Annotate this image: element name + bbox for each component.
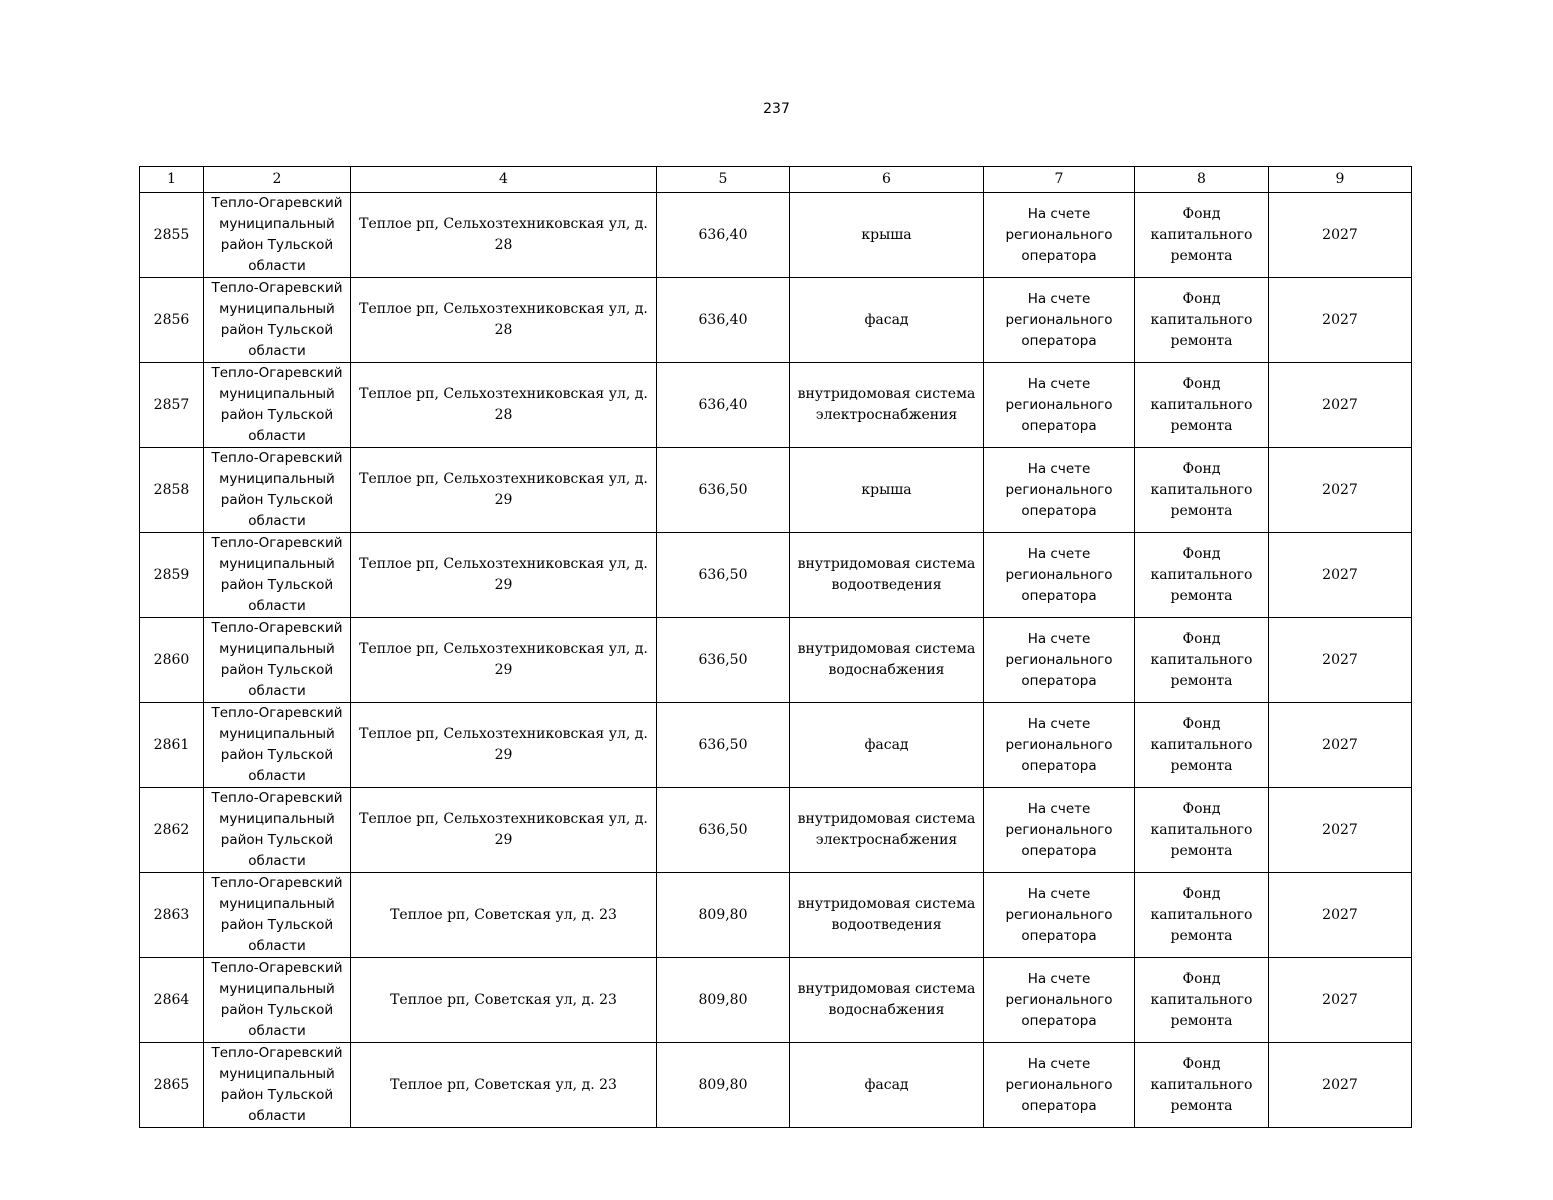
municipality-cell: Тепло-Огаревский муниципальный район Тульской области: [204, 193, 351, 278]
table-row: [140, 703, 1412, 788]
work-type-cell: внутридомовая система водоснабжения: [790, 618, 984, 703]
address-cell: Теплое рп, Сельхозтехниковская ул, д. 29: [351, 703, 657, 788]
row-number: 2862: [140, 788, 204, 873]
year-cell: 2027: [1269, 193, 1412, 278]
table-row: [140, 1043, 1412, 1128]
header-row: [140, 167, 1412, 193]
row-number: 2857: [140, 363, 204, 448]
work-type-cell: внутридомовая система электроснабжения: [790, 363, 984, 448]
area-cell: 809,80: [657, 958, 790, 1043]
fund-cell: Фонд капитального ремонта: [1135, 873, 1269, 958]
row-number: 2863: [140, 873, 204, 958]
account-cell: На счете регионального оператора: [984, 363, 1135, 448]
address-cell: Теплое рп, Советская ул, д. 23: [351, 958, 657, 1043]
municipality-cell: Тепло-Огаревский муниципальный район Тульской области: [204, 278, 351, 363]
row-number: 2856: [140, 278, 204, 363]
table-row: [140, 193, 1412, 278]
account-cell: На счете регионального оператора: [984, 533, 1135, 618]
work-type-cell: крыша: [790, 448, 984, 533]
area-cell: 809,80: [657, 1043, 790, 1128]
row-number: 2859: [140, 533, 204, 618]
address-cell: Теплое рп, Сельхозтехниковская ул, д. 28: [351, 278, 657, 363]
area-cell: 636,50: [657, 703, 790, 788]
work-type-cell: фасад: [790, 1043, 984, 1128]
fund-cell: Фонд капитального ремонта: [1135, 703, 1269, 788]
table-row: [140, 278, 1412, 363]
row-number: 2860: [140, 618, 204, 703]
column-header-7: 7: [984, 167, 1135, 193]
account-cell: На счете регионального оператора: [984, 958, 1135, 1043]
table-row: [140, 618, 1412, 703]
year-cell: 2027: [1269, 1043, 1412, 1128]
municipality-cell: Тепло-Огаревский муниципальный район Тульской области: [204, 788, 351, 873]
year-cell: 2027: [1269, 533, 1412, 618]
column-header-5: 5: [657, 167, 790, 193]
table-row: [140, 873, 1412, 958]
work-type-cell: внутридомовая система водоотведения: [790, 873, 984, 958]
municipality-cell: Тепло-Огаревский муниципальный район Тульской области: [204, 703, 351, 788]
table-row: [140, 533, 1412, 618]
area-cell: 636,50: [657, 788, 790, 873]
area-cell: 636,40: [657, 363, 790, 448]
fund-cell: Фонд капитального ремонта: [1135, 618, 1269, 703]
municipality-cell: Тепло-Огаревский муниципальный район Тульской области: [204, 448, 351, 533]
address-cell: Теплое рп, Сельхозтехниковская ул, д. 28: [351, 363, 657, 448]
account-cell: На счете регионального оператора: [984, 278, 1135, 363]
row-number: 2865: [140, 1043, 204, 1128]
fund-cell: Фонд капитального ремонта: [1135, 363, 1269, 448]
fund-cell: Фонд капитального ремонта: [1135, 193, 1269, 278]
fund-cell: Фонд капитального ремонта: [1135, 533, 1269, 618]
account-cell: На счете регионального оператора: [984, 1043, 1135, 1128]
area-cell: 636,50: [657, 533, 790, 618]
address-cell: Теплое рп, Сельхозтехниковская ул, д. 29: [351, 788, 657, 873]
address-cell: Теплое рп, Советская ул, д. 23: [351, 873, 657, 958]
account-cell: На счете регионального оператора: [984, 873, 1135, 958]
address-cell: Теплое рп, Сельхозтехниковская ул, д. 29: [351, 448, 657, 533]
year-cell: 2027: [1269, 788, 1412, 873]
column-header-6: 6: [790, 167, 984, 193]
municipality-cell: Тепло-Огаревский муниципальный район Тульской области: [204, 363, 351, 448]
column-header-8: 8: [1135, 167, 1269, 193]
row-number: 2864: [140, 958, 204, 1043]
year-cell: 2027: [1269, 618, 1412, 703]
address-cell: Теплое рп, Советская ул, д. 23: [351, 1043, 657, 1128]
account-cell: На счете регионального оператора: [984, 703, 1135, 788]
work-type-cell: фасад: [790, 278, 984, 363]
year-cell: 2027: [1269, 278, 1412, 363]
account-cell: На счете регионального оператора: [984, 193, 1135, 278]
column-header-2: 2: [204, 167, 351, 193]
column-header-4: 4: [351, 167, 657, 193]
work-type-cell: фасад: [790, 703, 984, 788]
area-cell: 636,40: [657, 193, 790, 278]
column-header-1: 1: [140, 167, 204, 193]
work-type-cell: внутридомовая система водоснабжения: [790, 958, 984, 1043]
area-cell: 809,80: [657, 873, 790, 958]
area-cell: 636,50: [657, 618, 790, 703]
row-number: 2858: [140, 448, 204, 533]
fund-cell: Фонд капитального ремонта: [1135, 958, 1269, 1043]
work-type-cell: внутридомовая система водоотведения: [790, 533, 984, 618]
table-row: [140, 958, 1412, 1043]
fund-cell: Фонд капитального ремонта: [1135, 1043, 1269, 1128]
account-cell: На счете регионального оператора: [984, 448, 1135, 533]
year-cell: 2027: [1269, 873, 1412, 958]
address-cell: Теплое рп, Сельхозтехниковская ул, д. 28: [351, 193, 657, 278]
row-number: 2861: [140, 703, 204, 788]
year-cell: 2027: [1269, 958, 1412, 1043]
table-row: [140, 363, 1412, 448]
page-number: 237: [763, 101, 790, 117]
column-header-9: 9: [1269, 167, 1412, 193]
area-cell: 636,50: [657, 448, 790, 533]
work-type-cell: внутридомовая система электроснабжения: [790, 788, 984, 873]
work-type-cell: крыша: [790, 193, 984, 278]
row-number: 2855: [140, 193, 204, 278]
account-cell: На счете регионального оператора: [984, 788, 1135, 873]
table-row: [140, 448, 1412, 533]
year-cell: 2027: [1269, 703, 1412, 788]
account-cell: На счете регионального оператора: [984, 618, 1135, 703]
fund-cell: Фонд капитального ремонта: [1135, 788, 1269, 873]
year-cell: 2027: [1269, 448, 1412, 533]
address-cell: Теплое рп, Сельхозтехниковская ул, д. 29: [351, 533, 657, 618]
municipality-cell: Тепло-Огаревский муниципальный район Тульской области: [204, 533, 351, 618]
fund-cell: Фонд капитального ремонта: [1135, 278, 1269, 363]
capital-repair-table: [139, 166, 1412, 1128]
municipality-cell: Тепло-Огаревский муниципальный район Тульской области: [204, 958, 351, 1043]
municipality-cell: Тепло-Огаревский муниципальный район Тульской области: [204, 1043, 351, 1128]
municipality-cell: Тепло-Огаревский муниципальный район Тульской области: [204, 873, 351, 958]
year-cell: 2027: [1269, 363, 1412, 448]
address-cell: Теплое рп, Сельхозтехниковская ул, д. 29: [351, 618, 657, 703]
area-cell: 636,40: [657, 278, 790, 363]
table-row: [140, 788, 1412, 873]
municipality-cell: Тепло-Огаревский муниципальный район Тульской области: [204, 618, 351, 703]
fund-cell: Фонд капитального ремонта: [1135, 448, 1269, 533]
